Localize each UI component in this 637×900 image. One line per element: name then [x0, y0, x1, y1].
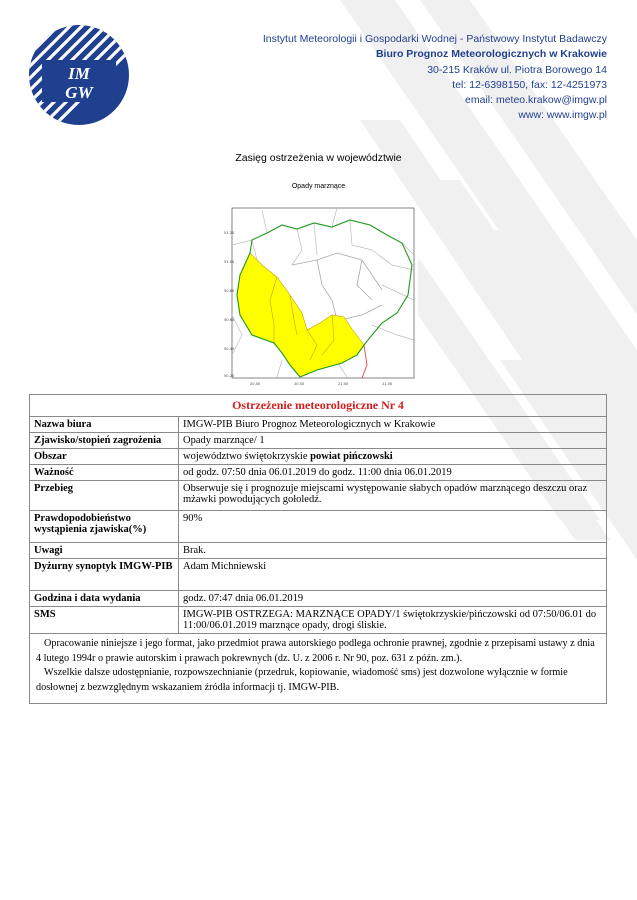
- table-row: [30, 511, 607, 543]
- map-subtitle: Opady marznące: [291, 183, 346, 190]
- area-region: województwo świętokrzyskie: [183, 451, 308, 462]
- warning-title: Ostrzeżenie meteorologiczne Nr 4: [30, 395, 607, 417]
- row-label: Ważność: [30, 465, 179, 481]
- row-label: Uwagi: [30, 543, 179, 559]
- copyright-paragraph: Opracowanie niniejsze i jego format, jako przedmiot prawa autorskiego podlega ochronie prawnej, zgodnie z przepisami ustawy z dnia 4 lutego 1994r o prawie autorskim i prawach pokrewnych (dz. U. z 2006 r. Nr 90, poz. 631 z późn. zm.).: [36, 638, 595, 664]
- row-label: Godzina i data wydania: [30, 591, 179, 607]
- lat-label: 50.20: [224, 374, 235, 378]
- lon-label: 21.00: [338, 382, 349, 386]
- lon-label: 20.50: [294, 382, 305, 386]
- table-row: [30, 417, 607, 433]
- row-value: Opady marznące/ 1: [179, 433, 607, 449]
- office-phone: tel: 12-6398150, fax: 12-4251973: [452, 78, 607, 91]
- lat-label: 51.00: [224, 260, 235, 264]
- lat-label: 50.60: [224, 318, 235, 322]
- lon-label: 20.00: [250, 382, 261, 386]
- lat-label: 50.80: [224, 289, 235, 293]
- row-value: IMGW-PIB Biuro Prognoz Meteorologicznych w Krakowie: [179, 417, 607, 433]
- table-row: [30, 591, 607, 607]
- row-label: SMS: [30, 607, 179, 634]
- institute-name: Instytut Meteorologii i Gospodarki Wodnej - Państwowy Instytut Badawczy: [262, 33, 607, 45]
- row-value: [179, 449, 607, 465]
- table-row: [30, 559, 607, 591]
- table-row: [30, 543, 607, 559]
- row-label: Prawdopodobieństwo wystąpienia zjawiska(%): [30, 511, 179, 543]
- lon-label: 21.50: [382, 382, 393, 386]
- table-row: [30, 481, 607, 511]
- imgw-logo: [28, 24, 130, 126]
- row-value: 90%: [179, 511, 607, 543]
- table-row: [30, 449, 607, 465]
- table-row: [30, 465, 607, 481]
- svg-text:IM: IM: [68, 64, 90, 83]
- redistribution-paragraph: Wszelkie dalsze udostępnianie, rozpowszechnianie (przedruk, kopiowanie, wiadomość sms) jest dozwolone wyłącznie w formie dosłownej z bezwzględnym wskazaniem źródła informacji tj. IMGW-PIB.: [36, 667, 568, 693]
- row-value: Brak.: [179, 543, 607, 559]
- row-label: Nazwa biura: [30, 417, 179, 433]
- table-row: [30, 433, 607, 449]
- lat-label: 51.20: [224, 231, 235, 235]
- svg-text:GW: GW: [65, 83, 93, 102]
- table-row: [30, 607, 607, 634]
- office-website[interactable]: www: www.imgw.pl: [518, 109, 607, 122]
- office-email[interactable]: email: meteo.krakow@imgw.pl: [465, 94, 607, 107]
- institute-header: [187, 32, 607, 124]
- row-label: Zjawisko/stopień zagrożenia: [30, 433, 179, 449]
- warning-table: [29, 394, 607, 704]
- lat-label: 50.40: [224, 347, 235, 351]
- warning-region-map: [222, 205, 418, 390]
- map-title: Zasięg ostrzeżenia w województwie: [235, 152, 402, 164]
- copyright-notice: [30, 634, 607, 704]
- row-value: IMGW-PIB OSTRZEGA: MARZNĄCE OPADY/1 świętokrzyskie/pińczowski od 07:50/06.01 do 11:00/06.01.2019 marznące opady, drogi śliskie.: [179, 607, 607, 634]
- office-name: Biuro Prognoz Meteorologicznych w Krakowie: [375, 48, 607, 61]
- row-label: Obszar: [30, 449, 179, 465]
- row-label: Dyżurny synoptyk IMGW-PIB: [30, 559, 179, 591]
- row-value: godz. 07:47 dnia 06.01.2019: [179, 591, 607, 607]
- row-label: Przebieg: [30, 481, 179, 511]
- row-value: Adam Michniewski: [179, 559, 607, 591]
- office-address: 30-215 Kraków ul. Piotra Borowego 14: [427, 63, 607, 76]
- row-value: od godz. 07:50 dnia 06.01.2019 do godz. 11:00 dnia 06.01.2019: [179, 465, 607, 481]
- row-value: Obserwuje się i prognozuje miejscami występowanie słabych opadów marznącego deszczu oraz mżawki powodujących gołoledź.: [179, 481, 607, 511]
- area-county: powiat pińczowski: [310, 451, 393, 462]
